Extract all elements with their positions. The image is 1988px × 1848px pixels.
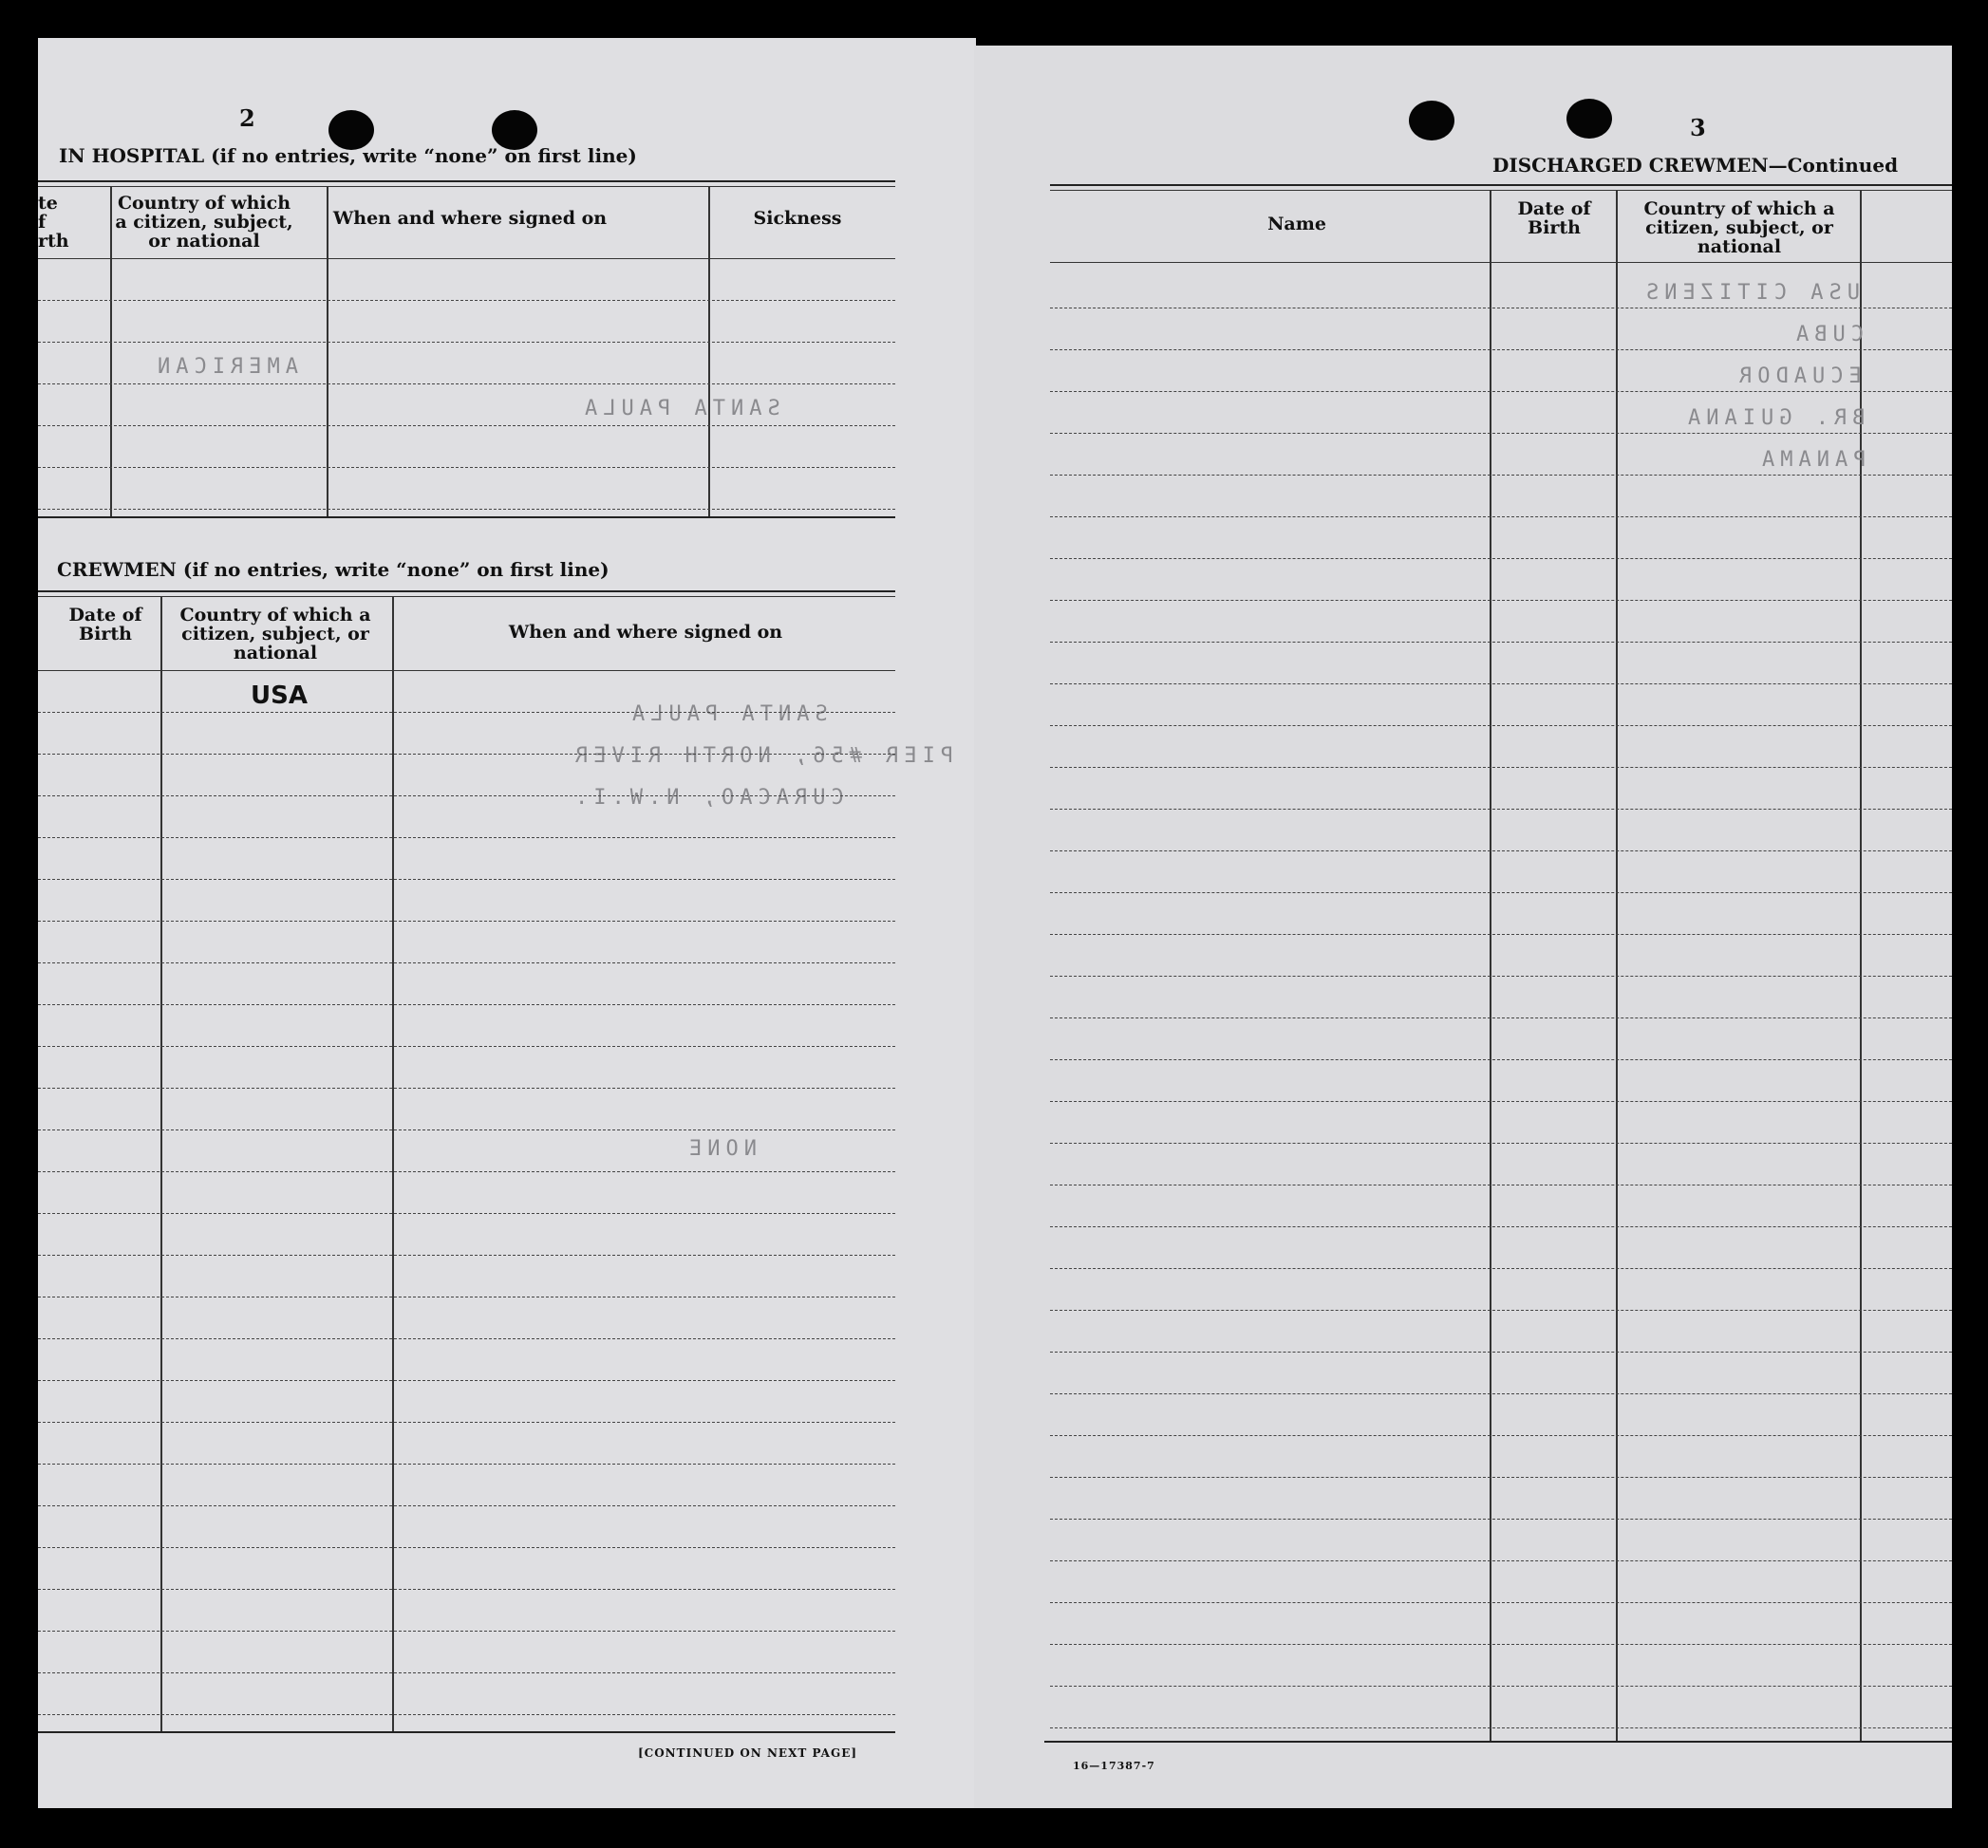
- bleed-text: USA CITIZENS: [1641, 281, 1860, 305]
- bleed-text: AMERICAN: [152, 355, 298, 379]
- entry-line: [38, 1422, 895, 1423]
- entry-line: [38, 962, 895, 963]
- entry-line: [38, 1505, 895, 1506]
- entry-line: [1050, 391, 1952, 392]
- rule: [1050, 190, 1952, 191]
- entry-line: [38, 795, 895, 796]
- rule: [38, 180, 895, 182]
- entry-line: [38, 1046, 895, 1047]
- entry-line: [1050, 892, 1952, 893]
- entry-line: [38, 1464, 895, 1465]
- entry-line: [38, 509, 895, 510]
- entry-line: [1050, 1644, 1952, 1645]
- entry-line: [38, 342, 895, 343]
- rule: [38, 670, 895, 671]
- page-number: 3: [1690, 114, 1706, 141]
- right-page: [974, 46, 1952, 1808]
- entry-line: [1050, 1435, 1952, 1436]
- country-header: Country of which a citizen, subject, or national: [115, 193, 293, 252]
- country-header: Country of which a citizen, subject, or national: [1643, 198, 1835, 257]
- rule: [38, 516, 895, 518]
- entry-line: [1050, 1352, 1952, 1353]
- partial-dob-header: te f rth: [38, 193, 69, 252]
- country-header: Country of which a citizen, subject, or national: [179, 605, 371, 663]
- entry-line: [38, 879, 895, 880]
- rule: [38, 258, 895, 259]
- column-rule: [327, 186, 328, 518]
- column-rule: [160, 596, 162, 1731]
- bleed-text: ECUADOR: [1734, 364, 1862, 388]
- column-rule: [708, 186, 710, 518]
- entry-line: [38, 1714, 895, 1715]
- bleed-text: NONE: [684, 1137, 757, 1161]
- entry-line: [1050, 1143, 1952, 1144]
- signed-on-header: When and where signed on: [508, 622, 783, 643]
- bleed-text: CURACAO, N.W.I.: [570, 786, 844, 810]
- column-rule: [110, 186, 112, 518]
- name-header: Name: [1267, 214, 1326, 234]
- country-value: USA: [251, 681, 308, 710]
- entry-line: [38, 467, 895, 468]
- bleed-text: SANTA PAULA: [627, 702, 828, 726]
- rule: [1050, 262, 1952, 263]
- rule: [38, 186, 895, 187]
- bleed-text: PANAMA: [1756, 448, 1866, 472]
- entry-line: [1050, 850, 1952, 851]
- rule: [38, 596, 895, 597]
- rule: [1050, 184, 1952, 186]
- sickness-header: Sickness: [753, 208, 842, 229]
- entry-line: [1050, 558, 1952, 559]
- entry-line: [38, 1129, 895, 1130]
- page-number: 2: [239, 104, 255, 132]
- column-rule: [392, 596, 394, 1731]
- continued-note: [CONTINUED ON NEXT PAGE]: [638, 1746, 858, 1760]
- entry-line: [1050, 475, 1952, 476]
- entry-line: [38, 1547, 895, 1548]
- bleed-text: PIER #56, NORTH RIVER: [570, 744, 954, 768]
- entry-line: [38, 1672, 895, 1673]
- entry-line: [1050, 642, 1952, 643]
- entry-line: [38, 712, 895, 713]
- entry-line: [1050, 433, 1952, 434]
- entry-line: [1050, 600, 1952, 601]
- column-rule: [1616, 190, 1618, 1743]
- punch-hole: [1409, 101, 1454, 140]
- form-number: 16—17387-7: [1073, 1760, 1155, 1772]
- entry-line: [1050, 1310, 1952, 1311]
- entry-line: [1050, 1686, 1952, 1687]
- entry-line: [38, 837, 895, 838]
- entry-line: [1050, 1101, 1952, 1102]
- entry-line: [1050, 725, 1952, 726]
- entry-line: [1050, 767, 1952, 768]
- entry-line: [38, 1380, 895, 1381]
- entry-line: [1050, 1477, 1952, 1478]
- entry-line: [1050, 1560, 1952, 1561]
- entry-line: [1050, 1602, 1952, 1603]
- entry-line: [1050, 1017, 1952, 1018]
- entry-line: [38, 383, 895, 384]
- entry-line: [1050, 683, 1952, 684]
- entry-line: [38, 1338, 895, 1339]
- entry-line: [38, 1255, 895, 1256]
- punch-hole: [1566, 99, 1612, 139]
- left-page: [38, 38, 976, 1808]
- entry-line: [1050, 1393, 1952, 1394]
- dob-header: Date of Birth: [68, 605, 142, 644]
- entry-line: [38, 1088, 895, 1089]
- entry-line: [38, 1589, 895, 1590]
- entry-line: [1050, 516, 1952, 517]
- bleed-text: BR. GUIANA: [1682, 406, 1866, 430]
- bleed-text: CUBA: [1791, 323, 1864, 346]
- bleed-text: SANTA PAULA: [579, 397, 780, 420]
- entry-line: [1050, 1059, 1952, 1060]
- entry-line: [1050, 1727, 1952, 1728]
- entry-line: [38, 300, 895, 301]
- dob-header: Date of Birth: [1517, 198, 1591, 238]
- column-rule: [1490, 190, 1491, 1743]
- entry-line: [38, 425, 895, 426]
- entry-line: [38, 1171, 895, 1172]
- signed-on-header: When and where signed on: [332, 208, 608, 229]
- entry-line: [38, 1213, 895, 1214]
- entry-line: [1050, 809, 1952, 810]
- entry-line: [1050, 1268, 1952, 1269]
- entry-line: [38, 754, 895, 755]
- entry-line: [1050, 934, 1952, 935]
- entry-line: [1050, 349, 1952, 350]
- rule: [38, 590, 895, 592]
- entry-line: [1050, 976, 1952, 977]
- rule: [38, 1731, 895, 1733]
- rule: [1044, 1741, 1952, 1743]
- discharged-section-title: DISCHARGED CREWMEN—Continued: [1492, 154, 1899, 177]
- entry-line: [38, 1004, 895, 1005]
- entry-line: [38, 921, 895, 922]
- crewmen-section-title: CREWMEN (if no entries, write “none” on first line): [57, 558, 610, 581]
- entry-line: [38, 1631, 895, 1632]
- entry-line: [1050, 1226, 1952, 1227]
- entry-line: [1050, 1519, 1952, 1520]
- hospital-section-title: IN HOSPITAL (if no entries, write “none” on first line): [59, 144, 637, 167]
